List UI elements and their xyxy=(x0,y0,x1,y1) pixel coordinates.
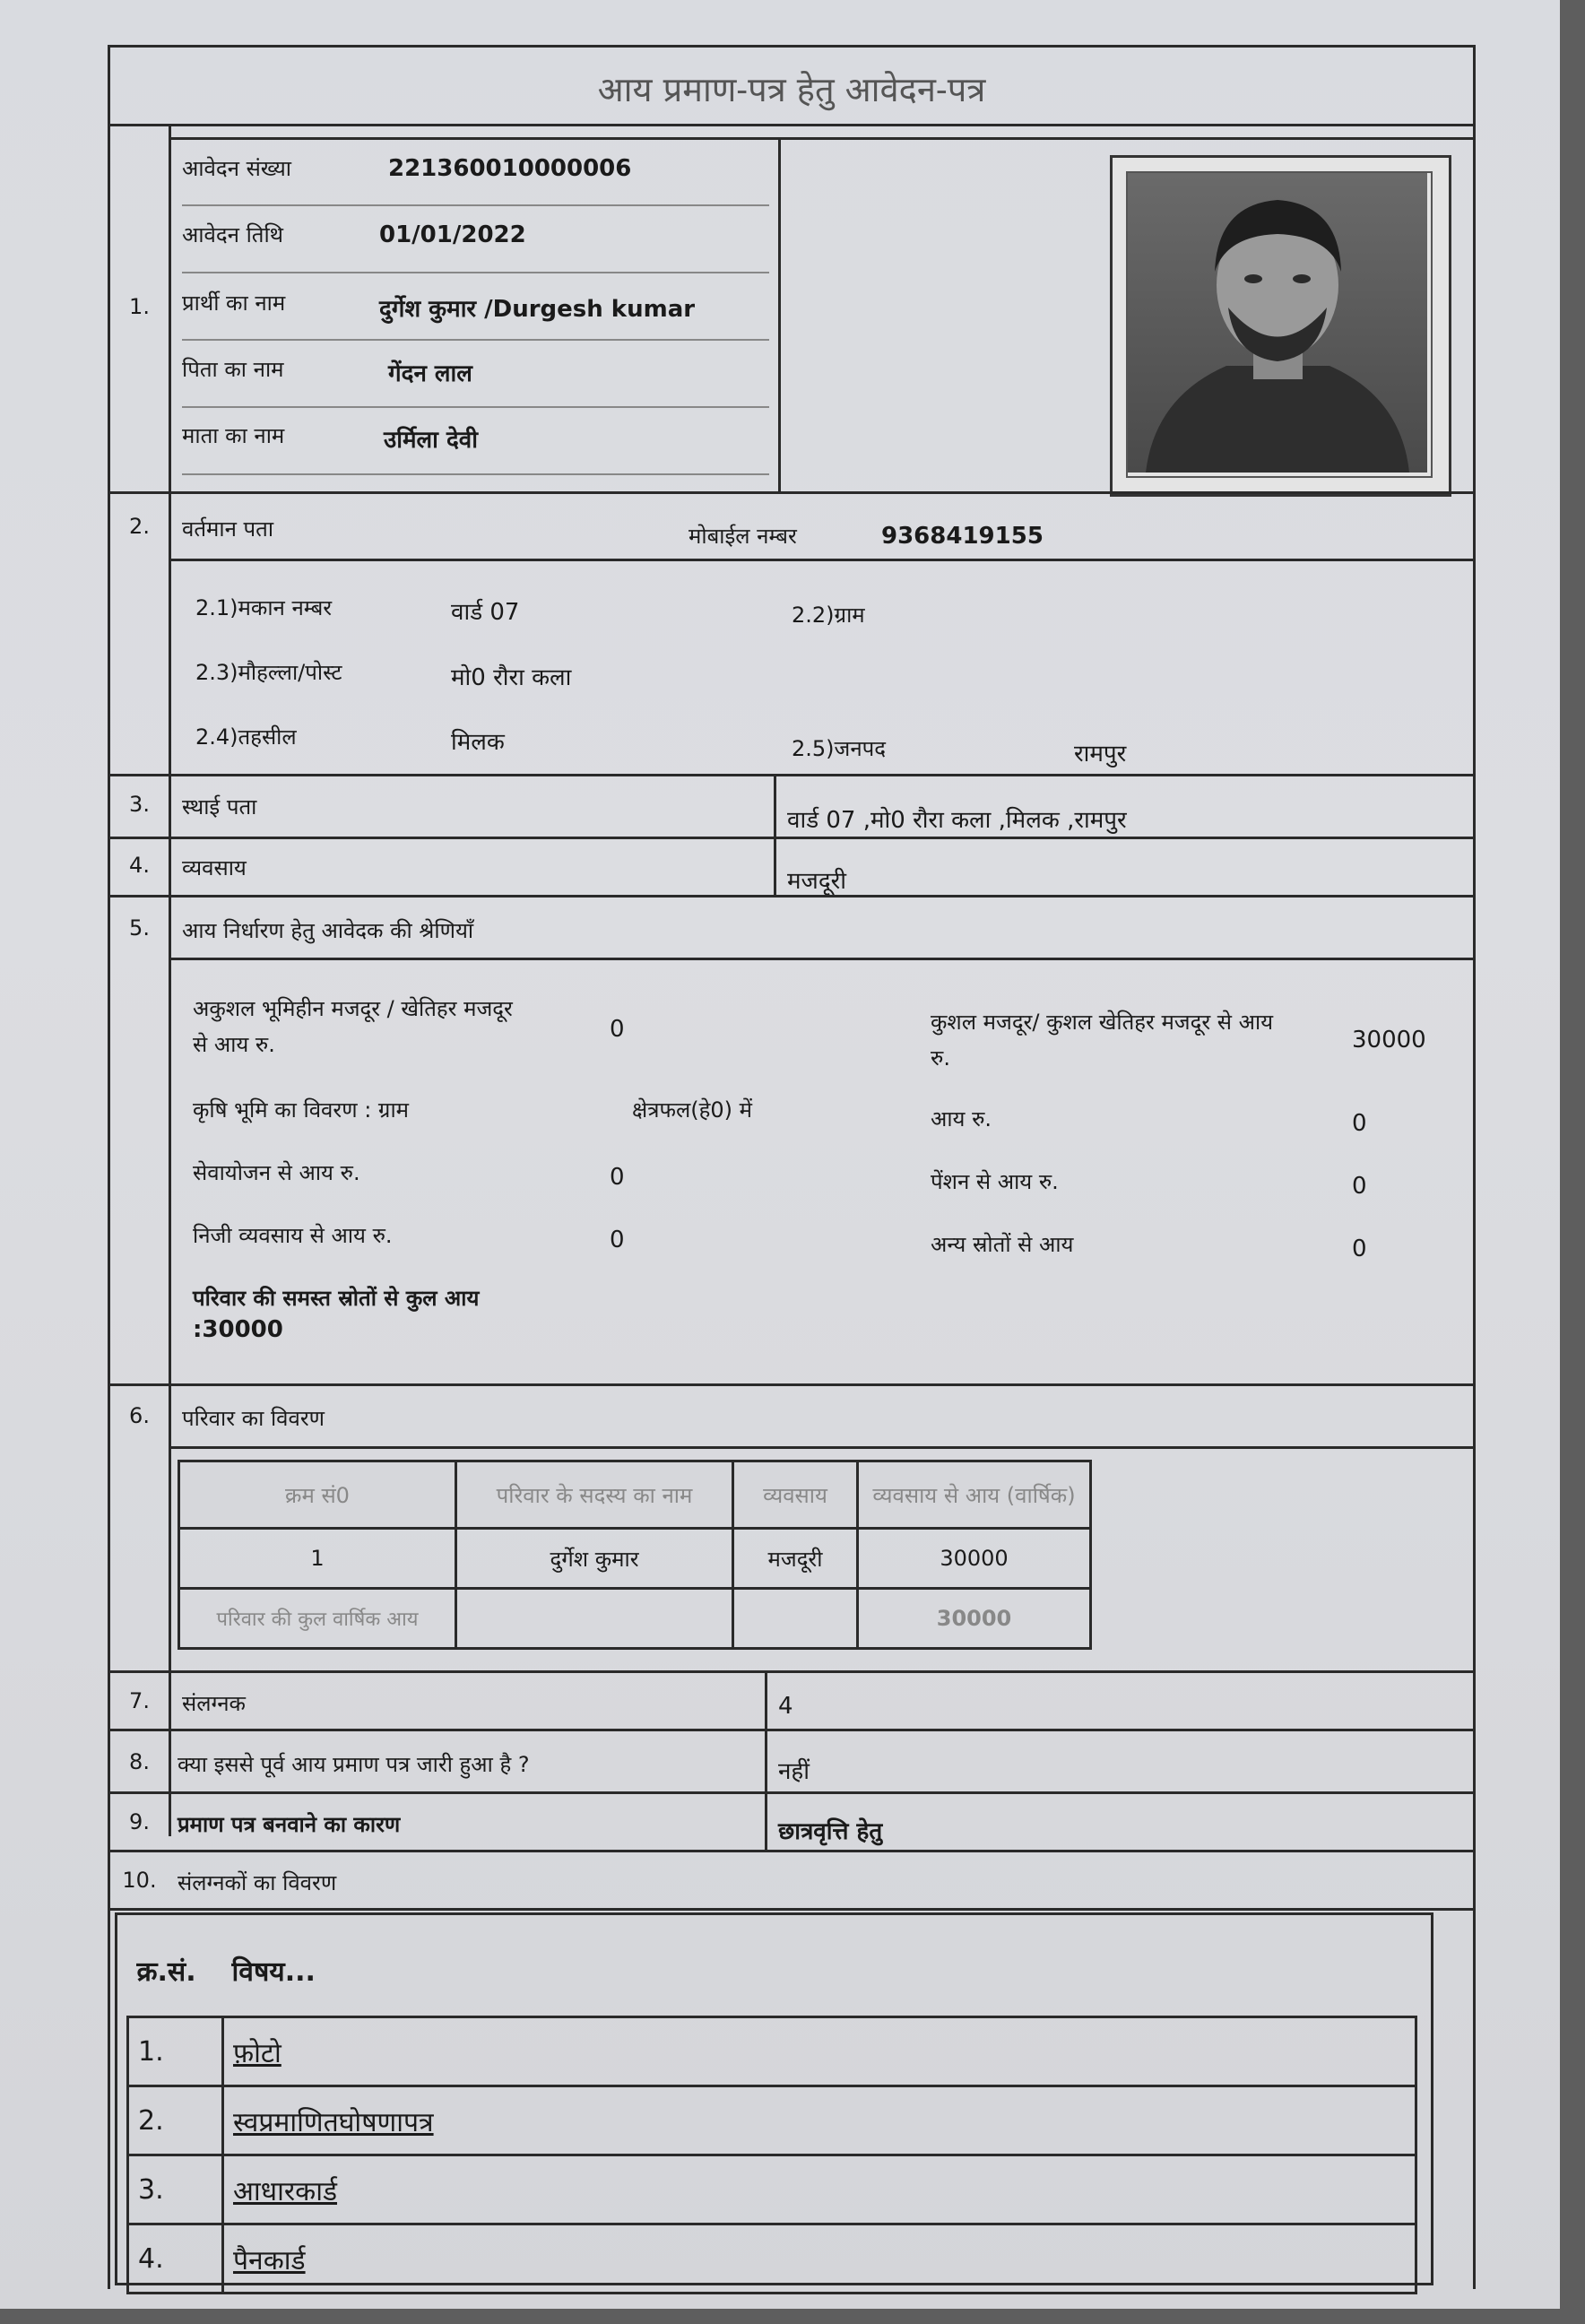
underline xyxy=(182,339,769,341)
divider xyxy=(110,774,1473,776)
other-income-label: अन्य स्रोतों से आय xyxy=(931,1232,1074,1257)
table-header-row xyxy=(179,1461,1091,1529)
divider xyxy=(110,1791,1473,1794)
mohalla-value: मो0 रौरा कला xyxy=(451,664,572,691)
applicant-name-label: प्रार्थी का नाम xyxy=(182,290,286,316)
divider xyxy=(110,124,1473,126)
attachments-box xyxy=(115,1912,1433,2285)
business-income-value: 0 xyxy=(610,1227,625,1253)
row-number: 3. xyxy=(128,2155,223,2224)
photo-column-border xyxy=(778,137,781,491)
table-row xyxy=(128,2155,1416,2224)
agri-income-value: 0 xyxy=(1352,1110,1367,1137)
column-border xyxy=(765,1670,767,1850)
divider xyxy=(169,958,1473,960)
column-border xyxy=(774,774,776,895)
business-income-label: निजी व्यवसाय से आय रु. xyxy=(193,1223,393,1248)
section-3-number: 3. xyxy=(129,792,150,817)
underline xyxy=(182,406,769,408)
agri-land-label: कृषि भूमि का विवरण : ग्राम xyxy=(193,1097,410,1123)
applicant-photo-frame xyxy=(1110,155,1451,497)
total-annual-income-value: 30000 xyxy=(858,1589,1091,1649)
form-title: आय प्रमाण-पत्र हेतु आवेदन-पत्र xyxy=(597,70,986,109)
divider xyxy=(169,559,1473,561)
attachment-link-pan[interactable]: पैनकार्ड xyxy=(233,2244,306,2276)
skilled-income-label-2: रु. xyxy=(931,1045,950,1071)
mother-name-value: उर्मिला देवी xyxy=(384,427,478,454)
column-header: विषय... xyxy=(231,1955,316,1988)
table-row xyxy=(128,2017,1416,2086)
divider xyxy=(110,491,1473,494)
section-1-number: 1. xyxy=(129,294,150,319)
permanent-address-label: स्थाई पता xyxy=(182,794,257,819)
attachments-label: संलग्नक xyxy=(182,1691,246,1716)
agri-income-label: आय रु. xyxy=(931,1106,992,1132)
table-row xyxy=(128,2086,1416,2155)
divider xyxy=(110,1850,1473,1852)
father-name-value: गेंदन लाल xyxy=(388,360,472,387)
applicant-name-value: दुर्गेश कुमार /Durgesh kumar xyxy=(379,296,696,323)
attachments-table xyxy=(126,1924,1417,2294)
divider xyxy=(110,1729,1473,1731)
table-header-row xyxy=(128,1924,1416,2017)
service-income-label: सेवायोजन से आय रु. xyxy=(193,1160,360,1185)
underline xyxy=(182,204,769,206)
row-number: 4. xyxy=(128,2224,223,2294)
pension-income-label: पेंशन से आय रु. xyxy=(931,1169,1059,1194)
attachment-details-label: संलग्नकों का विवरण xyxy=(178,1870,337,1895)
divider xyxy=(110,1670,1473,1673)
table-cell: 1 xyxy=(179,1529,456,1589)
table-cell: 30000 xyxy=(858,1529,1091,1589)
skilled-income-value: 30000 xyxy=(1352,1027,1426,1054)
application-number-label: आवेदन संख्या xyxy=(182,156,291,181)
row-number: 2. xyxy=(128,2086,223,2155)
table-cell xyxy=(456,1589,733,1649)
column-header: व्यवसाय से आय (वार्षिक) xyxy=(858,1461,1091,1529)
tehsil-label: 2.4)तहसील xyxy=(195,724,297,750)
service-income-value: 0 xyxy=(610,1164,625,1191)
occupation-label: व्यवसाय xyxy=(182,855,247,880)
family-table xyxy=(178,1460,1092,1650)
application-number-value: 221360010000006 xyxy=(388,155,632,182)
section-6-number: 6. xyxy=(129,1403,150,1428)
table-cell: मजदूरी xyxy=(733,1529,858,1589)
mohalla-label: 2.3)मौहल्ला/पोस्ट xyxy=(195,660,342,685)
previous-certificate-value: नहीं xyxy=(778,1758,810,1785)
row-number: 1. xyxy=(128,2017,223,2086)
reason-label: प्रमाण पत्र बनवाने का कारण xyxy=(178,1812,401,1837)
family-details-label: परिवार का विवरण xyxy=(182,1406,325,1431)
tehsil-value: मिलक xyxy=(451,729,505,756)
section-10-number: 10. xyxy=(122,1868,157,1893)
underline xyxy=(182,272,769,273)
income-categories-label: आय निर्धारण हेतु आवेदक की श्रेणियाँ xyxy=(182,918,474,943)
unskilled-income-label-2: से आय रु. xyxy=(193,1032,275,1057)
attachment-link-aadhaar[interactable]: आधारकार्ड xyxy=(233,2175,338,2207)
table-row xyxy=(179,1529,1091,1589)
table-cell xyxy=(733,1589,858,1649)
table-total-row xyxy=(179,1589,1091,1649)
previous-certificate-label: क्या इससे पूर्व आय प्रमाण पत्र जारी हुआ है ? xyxy=(178,1752,530,1777)
section-4-number: 4. xyxy=(129,853,150,878)
divider xyxy=(110,1383,1473,1386)
table-cell: दुर्गेश कुमार xyxy=(456,1529,733,1589)
number-column-border xyxy=(169,124,171,1836)
area-label: क्षेत्रफल(हे0) में xyxy=(632,1097,752,1123)
column-header: व्यवसाय xyxy=(733,1461,858,1529)
unskilled-income-value: 0 xyxy=(610,1016,625,1043)
house-number-label: 2.1)मकान नम्बर xyxy=(195,595,333,620)
divider xyxy=(110,837,1473,839)
skilled-income-label: कुशल मजदूर/ कुशल खेतिहर मजदूर से आय xyxy=(931,1010,1274,1035)
applicant-photo-image xyxy=(1128,173,1427,473)
section-5-number: 5. xyxy=(129,915,150,941)
section-9-number: 9. xyxy=(129,1809,150,1834)
application-form xyxy=(108,45,1476,2289)
underline xyxy=(182,473,769,475)
attachment-link-self-declaration[interactable]: स्वप्रमाणितघोषणापत्र xyxy=(233,2106,434,2138)
application-date-label: आवेदन तिथि xyxy=(182,222,284,247)
divider xyxy=(110,895,1473,898)
total-income-label: परिवार की समस्त स्रोतों से कुल आय xyxy=(193,1286,480,1311)
table-row xyxy=(128,2224,1416,2294)
section-8-number: 8. xyxy=(129,1749,150,1774)
other-income-value: 0 xyxy=(1352,1236,1367,1262)
divider xyxy=(169,137,1473,140)
column-header: क्रम सं0 xyxy=(179,1461,456,1529)
father-name-label: पिता का नाम xyxy=(182,357,284,382)
application-date-value: 01/01/2022 xyxy=(379,221,526,248)
applicant-photo xyxy=(1126,171,1433,478)
attachment-link-photo[interactable]: फ़ोटो xyxy=(233,2037,281,2069)
occupation-value: मजदूरी xyxy=(787,868,847,895)
permanent-address-value: वार्ड 07 ,मो0 रौरा कला ,मिलक ,रामपुर xyxy=(787,807,1127,834)
column-header: परिवार के सदस्य का नाम xyxy=(456,1461,733,1529)
attachments-count: 4 xyxy=(778,1693,793,1720)
village-label: 2.2)ग्राम xyxy=(792,603,865,628)
reason-value: छात्रवृत्ति हेतु xyxy=(778,1818,883,1845)
district-label: 2.5)जनपद xyxy=(792,736,887,761)
section-7-number: 7. xyxy=(129,1688,150,1713)
mother-name-label: माता का नाम xyxy=(182,423,285,448)
current-address-label: वर्तमान पता xyxy=(182,516,274,542)
pension-income-value: 0 xyxy=(1352,1173,1367,1200)
mobile-value: 9368419155 xyxy=(881,523,1044,550)
section-2-number: 2. xyxy=(129,514,150,539)
unskilled-income-label: अकुशल भूमिहीन मजदूर / खेतिहर मजदूर xyxy=(193,996,513,1021)
divider xyxy=(110,1908,1473,1911)
total-income-value: :30000 xyxy=(193,1316,283,1343)
column-header: क्र.सं. xyxy=(136,1955,196,1988)
district-value: रामपुर xyxy=(1074,741,1127,767)
house-number-value: वार्ड 07 xyxy=(451,599,520,626)
divider xyxy=(169,1446,1473,1449)
mobile-label: मोबाईल नम्बर xyxy=(689,524,797,549)
total-annual-income-label: परिवार की कुल वार्षिक आय xyxy=(179,1589,456,1649)
